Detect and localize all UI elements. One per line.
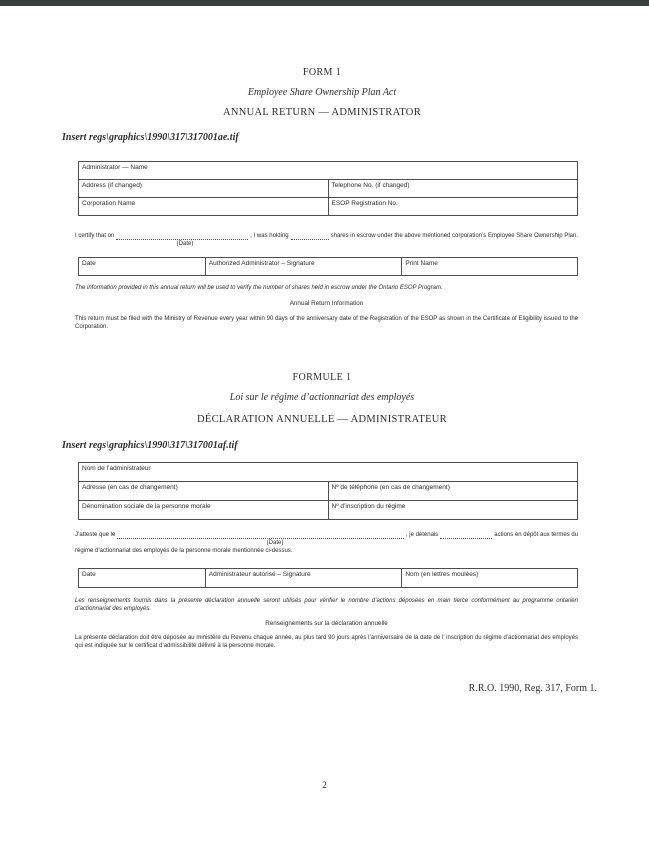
fr-certify-line [75, 532, 578, 540]
fr-certify-part3: actions en dépôt aux termes du [494, 532, 578, 538]
field-print-name[interactable]: Print Name [402, 258, 578, 276]
field-signature-date[interactable]: Date [79, 258, 206, 276]
dotted-actions-line[interactable] [440, 536, 492, 539]
fr-date-caption-row [75, 540, 578, 548]
fr-filing-note: La présente déclaration doit être déposée au ministère du Revenu chaque année, au plus tard 90 jours après l’anniversaire de la date de l’ inscription du régime d’actionnariat des employés qui est indiquée sur le certificat d’admissibilité délivré à la personne morale. [75, 635, 578, 650]
table-row [79, 258, 578, 276]
fr-signature-table [78, 568, 578, 588]
en-signature-table [78, 257, 578, 276]
fr-info-heading: Renseignements sur la déclaration annuelle [265, 620, 388, 627]
field-esop-registration-no[interactable]: ESOP Registration No. [328, 198, 578, 216]
field-telephone-no[interactable]: Telephone No. (if changed) [328, 180, 578, 198]
fr-administrator-info-table [78, 462, 578, 520]
table-row [79, 501, 578, 520]
dotted-date-line[interactable] [117, 536, 404, 539]
field-corporation-name[interactable]: Corporation Name [79, 198, 329, 216]
table-row [79, 463, 578, 482]
table-row [79, 162, 578, 180]
en-form-heading: FORM 1 [302, 67, 342, 78]
en-form-subtitle: ANNUAL RETURN — ADMINISTRATOR [223, 107, 421, 118]
field-nom-lettres-moulees[interactable]: Nom (en lettres moulées) [402, 569, 578, 588]
fr-date-caption: (Date) [266, 539, 284, 546]
en-insert-graphic-reference: Insert regs\graphics\1990\317\317001ae.tif [62, 132, 239, 143]
fr-insert-graphic-reference: Insert regs\graphics\1990\317\317001af.tif [62, 440, 238, 451]
en-certify-part1: I certify that on [75, 233, 115, 239]
table-row [79, 569, 578, 588]
page-number: 2 [322, 780, 327, 790]
en-act-title: Employee Share Ownership Plan Act [247, 87, 397, 98]
field-administrateur-autorise-signature[interactable]: Administrateur autorisé – Signature [205, 569, 402, 588]
field-administrator-name[interactable]: Administrator — Name [79, 162, 578, 180]
fr-certify-part2: , je détenais [405, 532, 439, 538]
table-row [79, 482, 578, 501]
fr-certification-statement [75, 532, 578, 556]
en-certify-part2: , I was holding [250, 233, 289, 239]
fr-form-subtitle: DÉCLARATION ANNUELLE — ADMINISTRATEUR [197, 414, 447, 425]
fr-certify-part1: J’atteste que le [75, 532, 116, 538]
fr-privacy-note: Les renseignements fournis dans la présente déclaration annuelle seront utilisés pour vérifier le nombre d’actions déposées en main tierce conformément au programme ontarien d’actionnariat des employés. [75, 598, 578, 613]
field-no-inscription-regime[interactable]: Nº d’inscription du régime [328, 501, 578, 520]
field-no-telephone[interactable]: Nº de téléphone (en cas de changement) [328, 482, 578, 501]
field-nom-administrateur[interactable]: Nom de l’administrateur [79, 463, 578, 482]
en-certification-statement [75, 233, 578, 249]
field-denomination-sociale[interactable]: Dénomination sociale de la personne morale [79, 501, 329, 520]
scan-edge-bar [0, 0, 649, 6]
en-filing-note: This return must be filed with the Ministry of Revenue every year within 90 days of the anniversary date of the Registration of the ESOP as shown in the Certificate of Eligibility issued to the Corporation. [75, 316, 578, 331]
table-row [79, 180, 578, 198]
fr-act-title: Loi sur le régime d’actionnariat des employés [229, 392, 415, 403]
fr-form-heading: FORMULE 1 [292, 372, 352, 383]
en-administrator-info-table [78, 161, 578, 216]
en-info-heading: Annual Return Information [289, 300, 364, 307]
dotted-date-line[interactable] [116, 237, 248, 240]
field-signature-date-fr[interactable]: Date [79, 569, 206, 588]
regulation-citation: R.R.O. 1990, Reg. 317, Form 1. [468, 683, 597, 694]
field-authorized-administrator-signature[interactable]: Authorized Administrator – Signature [205, 258, 402, 276]
en-date-caption: (Date) [176, 240, 194, 247]
dotted-shares-line[interactable] [291, 237, 329, 240]
field-adresse[interactable]: Adresse (en cas de changement) [79, 482, 329, 501]
field-address[interactable]: Address (if changed) [79, 180, 329, 198]
en-privacy-note: The information provided in this annual return will be used to verify the number of shares held in escrow under the Ontario ESOP Program. [75, 285, 443, 291]
en-certify-line [75, 233, 578, 241]
table-row [79, 198, 578, 216]
en-date-caption-row [75, 241, 578, 249]
fr-certify-line2: régime d’actionnariat des employés de la personne morale mentionnée ci-dessus. [75, 547, 293, 554]
en-certify-part3: shares in escrow under the above mentioned corporation’s Employee Share Ownership Plan. [330, 233, 578, 239]
